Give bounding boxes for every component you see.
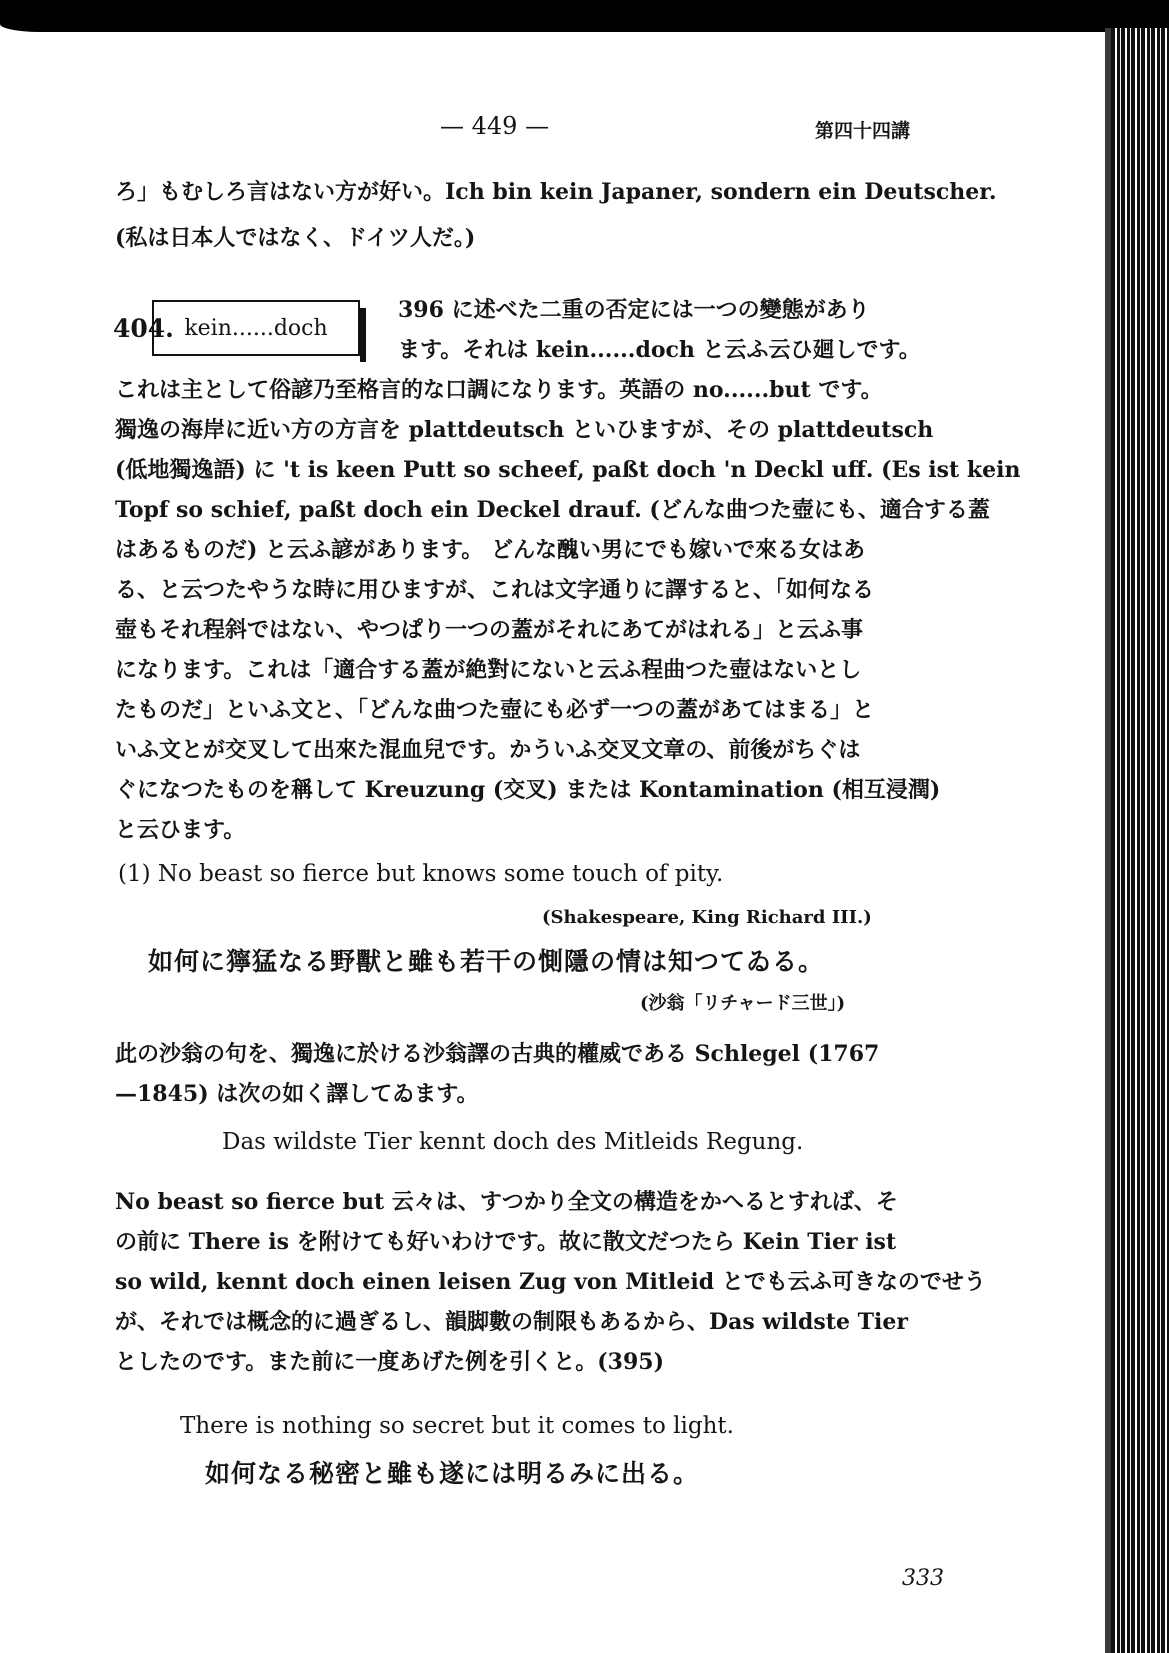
example-1-jp-translation: 如何に獰猛なる野獸と雖も若干の惻隱の情は知つてゐる。: [148, 947, 825, 976]
body-line: る、と云つたやうな時に用ひますが、これは文字通りに譯すると、「如何なる: [115, 577, 875, 603]
page-marker: — 449 —: [440, 112, 550, 140]
section-number: 404.: [113, 314, 174, 343]
section-title-box: [152, 300, 360, 356]
example-2-jp-translation: 如何なる秘密と雖も遂には明るみに出る。: [205, 1459, 700, 1488]
example-1-quote: (1) No beast so fierce but knows some touch of pity.: [118, 861, 724, 887]
para3-line: の前に There is を附けても好いわけです。故に散文だつたら Kein Tier ist: [115, 1229, 897, 1255]
body-line: (低地獨逸語) に 't is keen Putt so scheef, paßt doch 'n Deckl uff. (Es ist kein: [115, 457, 1021, 483]
body-line: になります。これは「適合する蓋が絶對にないと云ふ程曲つた壺はないとし: [115, 657, 862, 683]
intro-line-1: ろ」もむしろ言はない方が好い。Ich bin kein Japaner, sondern ein Deutscher.: [115, 179, 997, 205]
body-line: と云ひます。: [115, 817, 246, 843]
body-line: ぐになつたものを稱して Kreuzung (交叉) または Kontamination (相互浸潤): [115, 777, 941, 803]
para3-line: so wild, kennt doch einen leisen Zug von Mitleid とでも云ふ可きなのでせう: [115, 1269, 986, 1295]
para3-line: としたのです。また前に一度あげた例を引くと。(395): [115, 1349, 664, 1375]
body-line: これは主として俗諺乃至格言的な口調になります。英語の no......but です。: [115, 377, 883, 403]
body-line: いふ文とが交叉して出來た混血兒です。かういふ交叉文章の、前後がちぐは: [115, 737, 861, 763]
body-line: 獨逸の海岸に近い方の方言を plattdeutsch といひますが、その plattdeutsch: [115, 417, 934, 443]
para3-line: No beast so fierce but 云々は、すつかり全文の構造をかへるとすれば、そ: [115, 1189, 898, 1215]
body-line: 壺もそれ程斜ではない、やつぱり一つの蓋がそれにあてがはれる」と云ふ事: [115, 617, 864, 643]
section-lead-2: ます。それは kein......doch と云ふ云ひ廻しです。: [398, 337, 921, 363]
body-line: はあるものだ) と云ふ諺があります。 どんな醜い男にでも嫁いで來る女はあ: [115, 537, 865, 563]
para2-line: —1845) は次の如く譯してゐます。: [115, 1081, 479, 1107]
page-number: 333: [902, 1566, 944, 1591]
para2-line: 此の沙翁の句を、獨逸に於ける沙翁譯の古典的權威である Schlegel (1767: [115, 1041, 880, 1067]
example-2-quote: There is nothing so secret but it comes to light.: [180, 1413, 734, 1439]
book-binding-edge: [1111, 28, 1169, 1653]
para3-line: が、それでは概念的に過ぎるし、韻脚數の制限もあるから、Das wildste Tier: [115, 1309, 908, 1335]
intro-line-2: (私は日本人ではなく、ドイツ人だ。): [115, 225, 476, 251]
section-lead-1: 396 に述べた二重の否定には一つの變態があり: [398, 297, 870, 323]
example-1-jp-attribution: (沙翁「リチャード三世」): [640, 993, 846, 1014]
body-line: たものだ」といふ文と、「どんな曲つた壺にも必ず一つの蓋があてはまる」と: [115, 697, 875, 723]
chapter-title: 第四十四講: [815, 120, 911, 142]
german-quote: Das wildste Tier kennt doch des Mitleids Regung.: [222, 1129, 804, 1155]
section-title: kein......doch: [184, 315, 328, 341]
example-1-attribution: (Shakespeare, King Richard III.): [542, 907, 872, 928]
top-scan-edge: [0, 0, 1169, 32]
body-line: Topf so schief, paßt doch ein Deckel drauf. (どんな曲つた壺にも、適合する蓋: [115, 497, 990, 523]
